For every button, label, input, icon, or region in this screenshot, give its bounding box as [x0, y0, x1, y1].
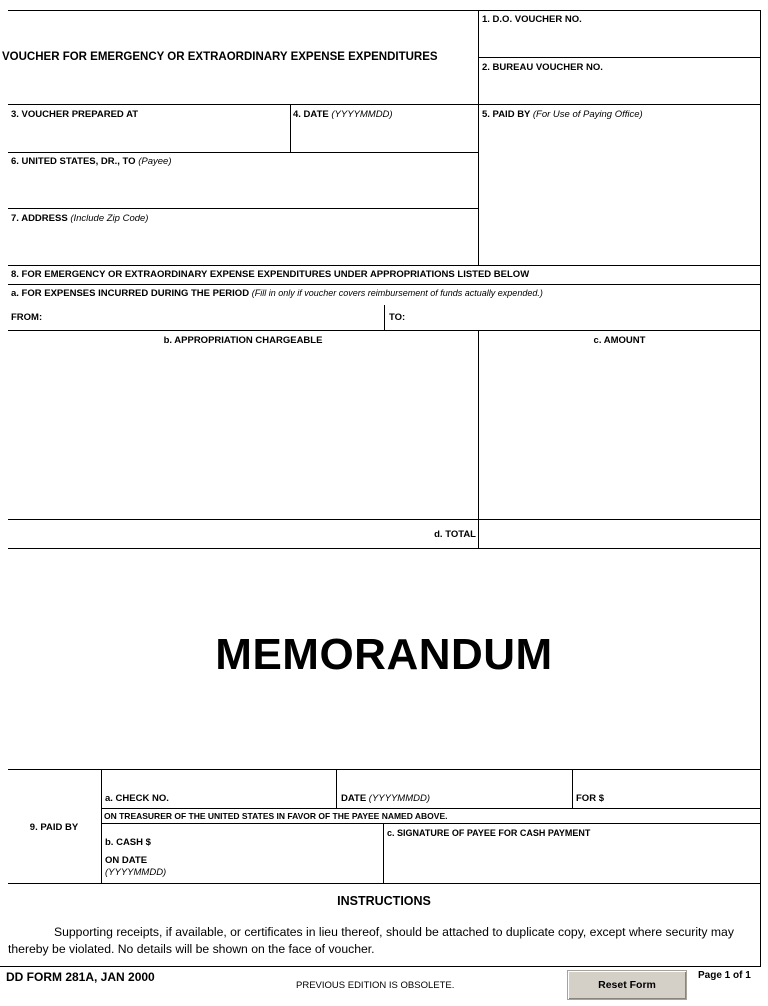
check-date-field[interactable]: [440, 784, 570, 806]
for-amount-label: FOR $: [576, 793, 604, 804]
signature-label: c. SIGNATURE OF PAYEE FOR CASH PAYMENT: [387, 828, 591, 838]
amount-label: c. AMOUNT: [593, 335, 646, 346]
on-date-field[interactable]: [180, 852, 380, 880]
payee-hint: (Payee): [138, 156, 172, 167]
divider-date-for: [572, 769, 573, 808]
on-date-label: ON DATE: [105, 855, 148, 866]
divider-check-date: [336, 769, 337, 808]
divider-row-8: [8, 265, 761, 266]
cash-label: b. CASH $: [105, 837, 151, 848]
do-voucher-label: 1. D.O. VOUCHER NO.: [482, 14, 582, 25]
amount-field[interactable]: [479, 348, 760, 518]
to-label: TO:: [389, 312, 406, 323]
divider-memorandum: [8, 548, 761, 549]
check-date-hint: (YYYYMMDD): [368, 793, 431, 804]
for-amount-field[interactable]: [610, 784, 760, 806]
divider-row-7: [8, 208, 478, 209]
address-hint: (Include Zip Code): [70, 213, 149, 224]
treasurer-text: ON TREASURER OF THE UNITED STATES IN FAVOR OF THE PAYEE NAMED ABOVE.: [104, 811, 448, 821]
divider-from-to: [384, 305, 385, 330]
paid-by-field[interactable]: [479, 121, 760, 264]
appropriation-label: b. APPROPRIATION CHARGEABLE: [163, 335, 323, 346]
form-bottom-border: [0, 966, 761, 967]
from-field[interactable]: [48, 305, 382, 329]
divider-voucher-numbers: [478, 57, 761, 58]
divider-treasurer: [101, 808, 761, 809]
total-field[interactable]: [479, 520, 760, 547]
divider-appropriations: [8, 330, 761, 331]
divider-instructions: [8, 883, 761, 884]
instructions-text: Supporting receipts, if available, or certificates in lieu thereof, should be attached to duplicate copy, except where security may thereby be violated. No details will be shown on the face of voucher.: [8, 925, 734, 956]
form-title: VOUCHER FOR EMERGENCY OR EXTRAORDINARY EXPENSE EXPENDITURES: [2, 51, 438, 63]
address-label: 7. ADDRESS (Include Zip Code): [11, 213, 149, 224]
cash-field[interactable]: [160, 829, 380, 849]
total-label: d. TOTAL: [434, 529, 476, 540]
form-id: DD FORM 281A, JAN 2000: [6, 970, 155, 984]
to-field[interactable]: [408, 305, 760, 329]
divider-cash-row: [101, 823, 761, 824]
reset-form-button[interactable]: Reset Form: [567, 970, 687, 1000]
appropriation-field[interactable]: [9, 348, 477, 518]
address-field[interactable]: [9, 225, 477, 264]
edition-note: PREVIOUS EDITION IS OBSOLETE.: [296, 980, 455, 991]
divider-paid-by9: [101, 769, 102, 883]
from-label: FROM:: [11, 312, 43, 323]
date-hint: (YYYYMMDD): [331, 109, 393, 120]
payee-label: 6. UNITED STATES, DR., TO (Payee): [11, 156, 172, 167]
on-date-hint: (YYYYMMDD): [105, 867, 167, 878]
date-field[interactable]: [291, 121, 477, 151]
paid-by9-label: 9. PAID BY: [29, 822, 79, 833]
paid-by-hint: (For Use of Paying Office): [532, 109, 643, 120]
memorandum-text: MEMORANDUM: [215, 630, 553, 679]
divider-paid-by-section: [8, 769, 761, 770]
period-label: a. FOR EXPENSES INCURRED DURING THE PERIOD (Fill in only if voucher covers reimbursement of funds actually expended.): [11, 288, 543, 299]
divider-row-6: [8, 152, 478, 153]
section8-label: 8. FOR EMERGENCY OR EXTRAORDINARY EXPENSE EXPENDITURES UNDER APPROPRIATIONS LISTED BELOW: [11, 269, 530, 280]
voucher-prepared-at-field[interactable]: [9, 121, 289, 151]
divider-row-3: [8, 104, 761, 105]
payee-field[interactable]: [9, 168, 477, 207]
bureau-voucher-field[interactable]: [479, 74, 760, 103]
voucher-prepared-at-label: 3. VOUCHER PREPARED AT: [11, 109, 139, 120]
date-label: 4. DATE (YYYYMMDD): [293, 109, 393, 120]
period-hint: (Fill in only if voucher covers reimbursement of funds actually expended.): [251, 288, 543, 298]
check-no-label: a. CHECK NO.: [105, 793, 169, 804]
signature-field[interactable]: [384, 840, 760, 882]
paid-by-label: 5. PAID BY (For Use of Paying Office): [482, 109, 643, 120]
check-date-label: DATE (YYYYMMDD): [341, 793, 431, 804]
divider-period: [8, 284, 761, 285]
form-top-border: [8, 10, 761, 11]
bureau-voucher-label: 2. BUREAU VOUCHER NO.: [482, 62, 603, 73]
do-voucher-field[interactable]: [479, 26, 760, 56]
check-no-field[interactable]: [178, 784, 334, 806]
page-number: Page 1 of 1: [698, 970, 751, 981]
instructions-heading: INSTRUCTIONS: [337, 894, 431, 908]
